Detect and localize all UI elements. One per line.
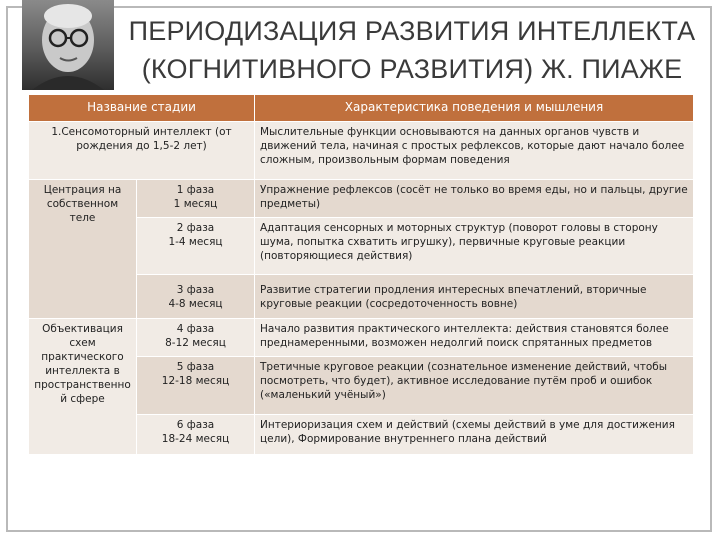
phase-label: 3 фаза [176,284,215,296]
phase-cell [137,218,255,275]
slide-title [112,12,712,88]
phase-cell [137,357,255,415]
phase-age: 4-8 месяц [168,298,223,310]
table-row [29,180,694,218]
phase-cell [137,275,255,319]
title-line-2: (КОГНИТИВНОГО РАЗВИТИЯ) Ж. ПИАЖЕ [141,54,683,84]
phase-age: 1-4 месяц [168,236,223,248]
portrait-photo [22,0,114,90]
phase-desc: Третичные круговое реакции (сознательное изменение действий, чтобы посмотреть, что будет), активное исследование путём проб и ошибок («маленький учёный») [255,357,694,415]
phase-label: 4 фаза [176,323,215,335]
header-characteristic: Характеристика поведения и мышления [255,95,694,122]
phase-desc: Начало развития практического интеллекта: действия становятся более преднамеренными, возможен недолгий поиск спрятанных предметов [255,319,694,357]
phase-label: 6 фаза [176,419,215,431]
phase-age: 1 месяц [173,198,218,210]
stage1-desc: Мыслительные функции основываются на данных органов чувств и движений тела, начиная с простых рефлексов, которые дают начало более сложным, произвольным формам поведения [255,122,694,180]
phase-cell [137,319,255,357]
stages-table [28,94,694,455]
phase-desc: Адаптация сенсорных и моторных структур (поворот головы в сторону шума, попытка схватить игрушку), первичные круговые реакции (повторяющиеся действия) [255,218,694,275]
phase-label: 2 фаза [176,222,215,234]
phase-desc: Упражнение рефлексов (сосёт не только во время еды, но и пальцы, другие предметы) [255,180,694,218]
table-row [29,122,694,180]
phase-label: 1 фаза [176,184,215,196]
table-row [29,319,694,357]
header-stage-name: Название стадии [29,95,255,122]
phase-cell [137,180,255,218]
phase-age: 8-12 месяц [165,337,226,349]
group-2-label: Объективация схем практического интеллекта в пространственно й сфере [29,319,137,455]
phase-age: 18-24 месяц [161,433,230,445]
phase-label: 5 фаза [176,361,215,373]
title-line-1: ПЕРИОДИЗАЦИЯ РАЗВИТИЯ ИНТЕЛЛЕКТА [128,16,696,46]
group-1-label: Центрация на собственном теле [29,180,137,319]
phase-desc: Развитие стратегии продления интересных впечатлений, вторичные круговые реакции (сосредоточенность вовне) [255,275,694,319]
phase-desc: Интериоризация схем и действий (схемы действий в уме для достижения цели), Формирование внутреннего плана действий [255,415,694,455]
table-header-row [29,95,694,122]
phase-cell [137,415,255,455]
stage1-name: 1.Сенсомоторный интеллект (от рождения до 1,5-2 лет) [29,122,255,180]
phase-age: 12-18 месяц [161,375,230,387]
